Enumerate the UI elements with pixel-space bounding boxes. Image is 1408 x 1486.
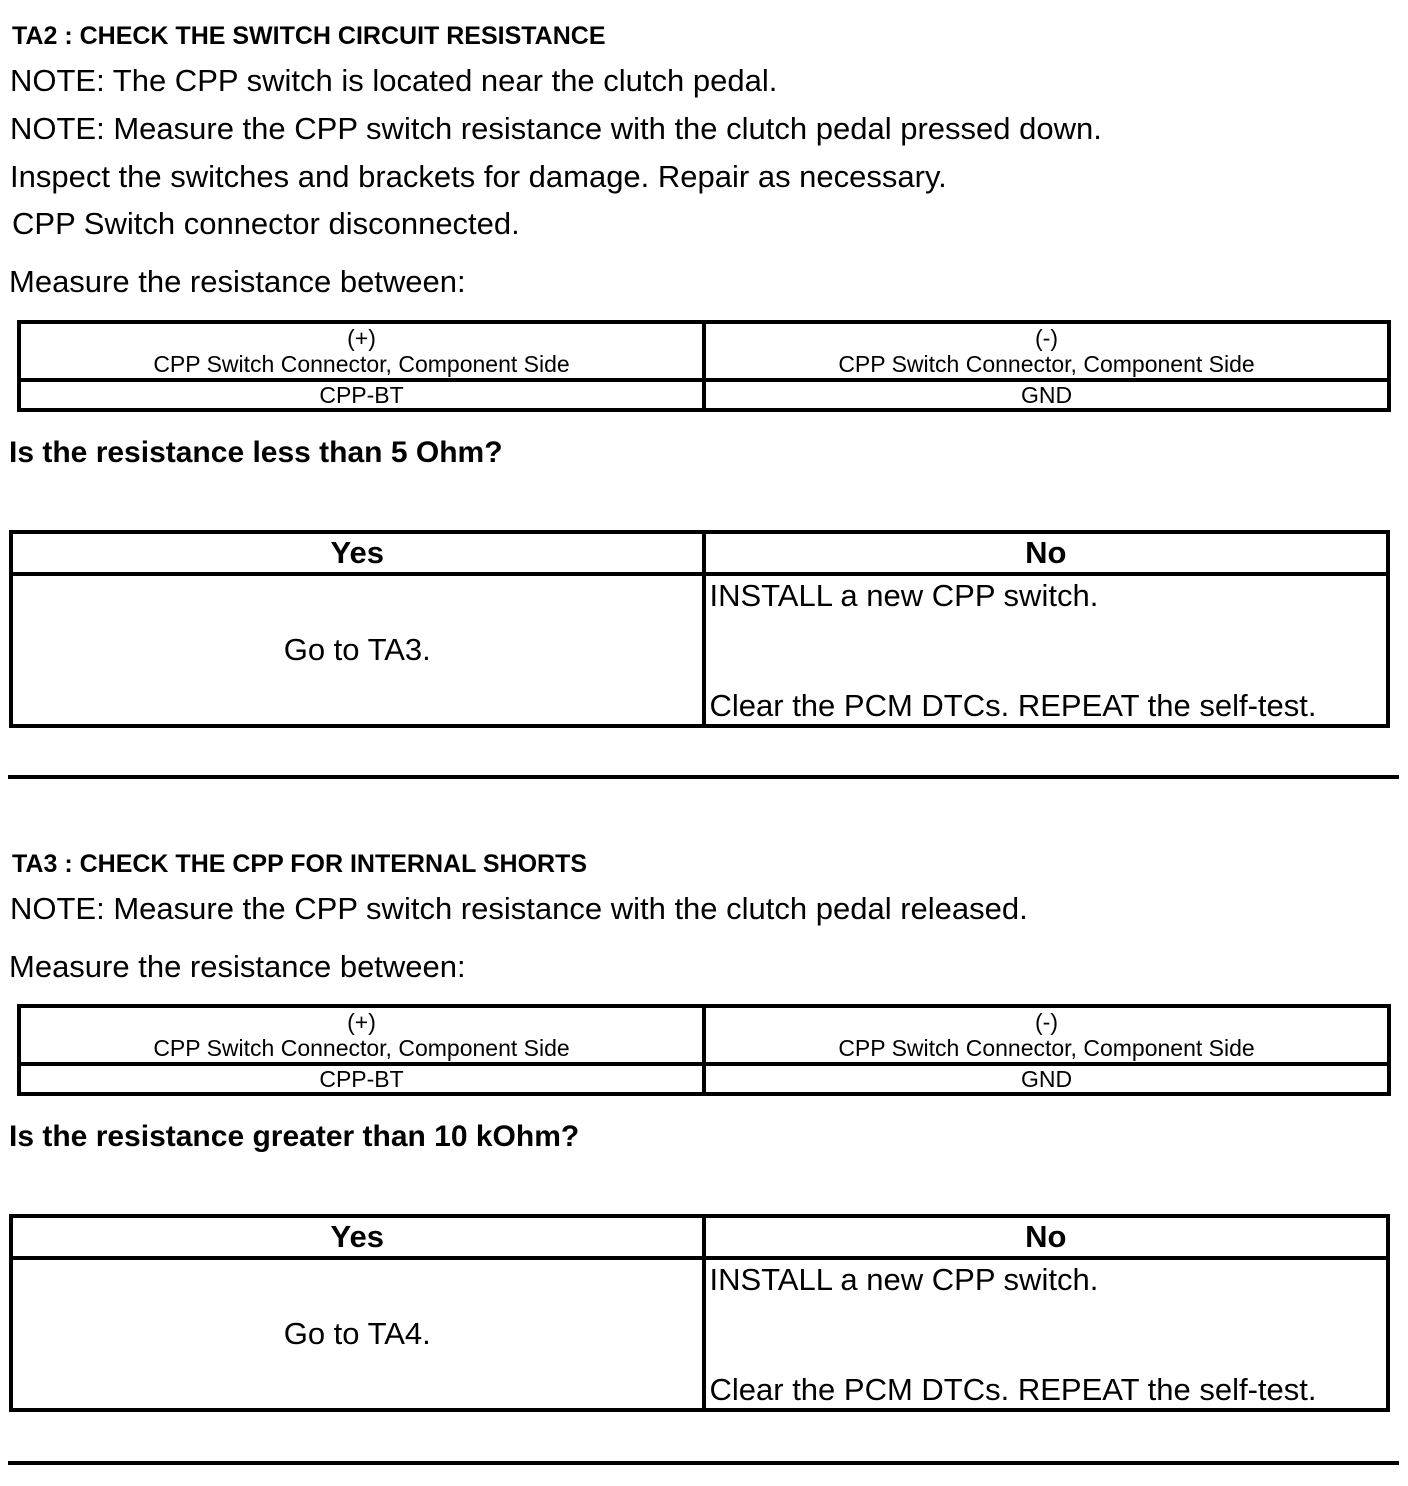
measure-label: Measure the resistance between: (9, 264, 466, 299)
section-divider (8, 775, 1399, 779)
minus-header (704, 322, 1389, 380)
no-action-clear: Clear the PCM DTCs. REPEAT the self-test. (709, 688, 1317, 723)
no-header: No (704, 532, 1389, 574)
answer-table (9, 1214, 1390, 1412)
plus-value: CPP-BT (19, 1064, 704, 1094)
question-ta3: Is the resistance greater than 10 kOhm? (9, 1120, 580, 1153)
no-header: No (704, 1216, 1389, 1258)
minus-value: GND (704, 1064, 1389, 1094)
section-divider (8, 1461, 1399, 1465)
minus-value: GND (704, 380, 1389, 410)
minus-symbol: (-) (1035, 1009, 1058, 1035)
minus-label: CPP Switch Connector, Component Side (838, 1035, 1255, 1061)
note-released: NOTE: Measure the CPP switch resistance with the clutch pedal released. (10, 891, 1028, 926)
yes-header: Yes (11, 532, 704, 574)
measure-label: Measure the resistance between: (9, 949, 466, 984)
minus-symbol: (-) (1035, 325, 1058, 351)
plus-label: CPP Switch Connector, Component Side (153, 1035, 570, 1061)
note-location: NOTE: The CPP switch is located near the clutch pedal. (10, 63, 778, 98)
measurement-table (17, 320, 1391, 412)
plus-symbol: (+) (347, 325, 376, 351)
no-action-install: INSTALL a new CPP switch. (709, 578, 1099, 613)
measurement-table (17, 1004, 1391, 1096)
no-action-install: INSTALL a new CPP switch. (709, 1262, 1099, 1297)
minus-header (704, 1006, 1389, 1064)
section-heading-ta3: TA3 : CHECK THE CPP FOR INTERNAL SHORTS (12, 850, 588, 878)
plus-symbol: (+) (347, 1009, 376, 1035)
minus-label: CPP Switch Connector, Component Side (838, 351, 1255, 377)
answer-table (9, 530, 1390, 728)
question-ta2: Is the resistance less than 5 Ohm? (9, 436, 503, 469)
yes-action: Go to TA4. (11, 1258, 704, 1410)
inspect-instruction: Inspect the switches and brackets for damage. Repair as necessary. (10, 159, 947, 194)
plus-header (19, 322, 704, 380)
connector-state: CPP Switch connector disconnected. (12, 206, 520, 241)
yes-header: Yes (11, 1216, 704, 1258)
plus-header (19, 1006, 704, 1064)
plus-value: CPP-BT (19, 380, 704, 410)
no-action-cell (704, 1258, 1389, 1410)
note-pressed: NOTE: Measure the CPP switch resistance with the clutch pedal pressed down. (10, 111, 1102, 146)
plus-label: CPP Switch Connector, Component Side (153, 351, 570, 377)
section-heading-ta2: TA2 : CHECK THE SWITCH CIRCUIT RESISTANCE (12, 22, 606, 50)
no-action-cell (704, 574, 1389, 726)
yes-action: Go to TA3. (11, 574, 704, 726)
no-action-clear: Clear the PCM DTCs. REPEAT the self-test. (709, 1372, 1317, 1407)
